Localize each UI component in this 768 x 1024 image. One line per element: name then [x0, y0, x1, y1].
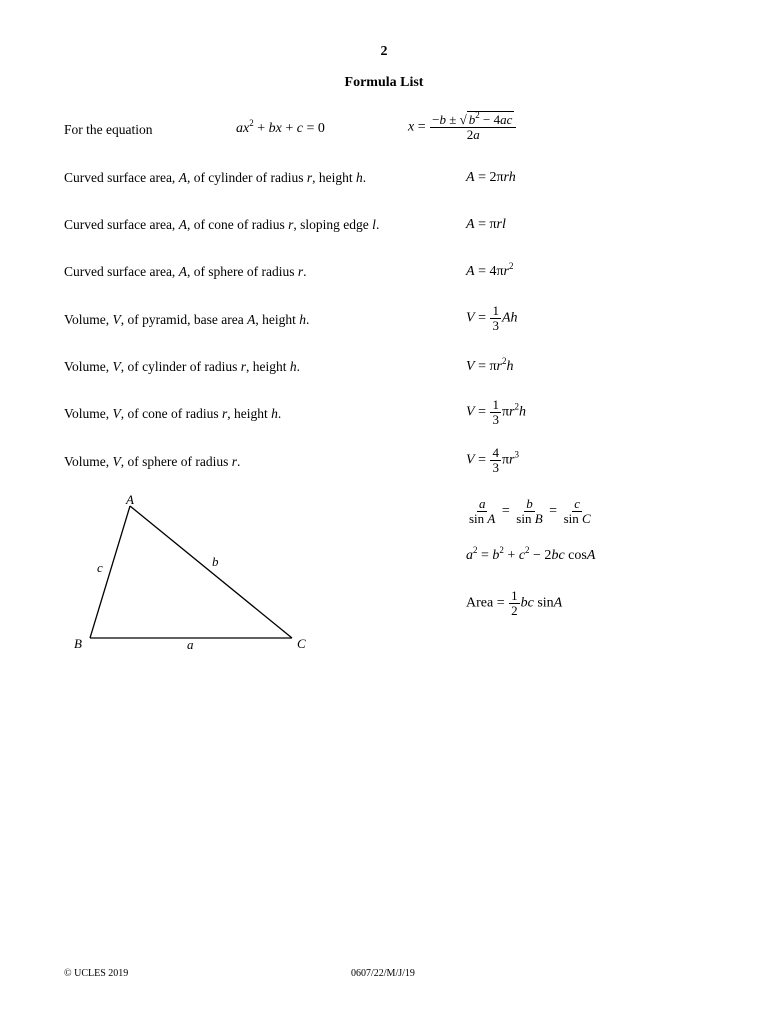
- triangle-area-formula: Area = $\frac{1}{2}$ bc sinA: [466, 588, 563, 618]
- quadratic-formula: x = $\frac{-b \pm √ b^2 - 4ac}{2a}$: [408, 113, 517, 141]
- pyramid-volume-formula: V = $\frac{1}{3}$ Ah: [466, 303, 518, 333]
- sphere-volume-formula: V = $\frac{4}{3}$ $\pi r^3$: [466, 445, 519, 475]
- cosine-rule-formula: $a^2 = b^2 + c^2 - 2bc$ cosA: [466, 545, 596, 563]
- page-number: 2: [380, 44, 388, 59]
- footer-copyright: © UCLES 2019: [64, 968, 129, 979]
- page-title: Formula List: [344, 75, 424, 90]
- cylinder-csa-description: Curved surface area, A, of cylinder of radius r, height h.: [64, 170, 367, 185]
- vertex-label-A: A: [126, 492, 134, 507]
- cylinder-volume-description: Volume, V, of cylinder of radius r, height h.: [64, 359, 300, 374]
- side-label-a: a: [187, 637, 194, 652]
- cylinder-volume-formula: $V = \pi r^2h$: [466, 356, 514, 374]
- side-label-b: b: [212, 554, 219, 569]
- triangle-side-b: [130, 506, 292, 638]
- quadratic-description: For the equation: [64, 122, 153, 137]
- footer-paper-code: 0607/22/M/J/19: [351, 968, 415, 979]
- quadratic-equation: $ax^2$ + bx + c = 0: [236, 118, 325, 136]
- side-label-c: c: [97, 560, 103, 575]
- vertex-label-B: B: [74, 636, 82, 651]
- pyramid-volume-description: Volume, V, of pyramid, base area A, height h.: [64, 312, 310, 327]
- cylinder-csa-formula: A = 2πrh: [466, 170, 516, 185]
- vertex-label-C: C: [297, 636, 306, 651]
- cone-volume-description: Volume, V, of cone of radius r, height h.: [64, 406, 282, 421]
- triangle-side-c: [90, 506, 130, 638]
- triangle-diagram: [60, 488, 360, 658]
- cone-csa-formula: A = πrl: [466, 217, 506, 232]
- sphere-volume-description: Volume, V, of sphere of radius r.: [64, 454, 241, 469]
- cone-csa-description: Curved surface area, A, of cone of radius r, sloping edge l.: [64, 217, 380, 232]
- sine-rule-formula: $\frac{a}{\text{sin A}}$ = $\frac{b}{\text{sin B}}$ = $\frac{c}{\text{sin C}}$: [469, 496, 591, 526]
- sphere-csa-formula: $A = 4\pi r^2$: [466, 261, 514, 279]
- sphere-csa-description: Curved surface area, A, of sphere of radius r.: [64, 264, 307, 279]
- cone-volume-formula: V = $\frac{1}{3}$ $\pi r^2h$: [466, 397, 526, 427]
